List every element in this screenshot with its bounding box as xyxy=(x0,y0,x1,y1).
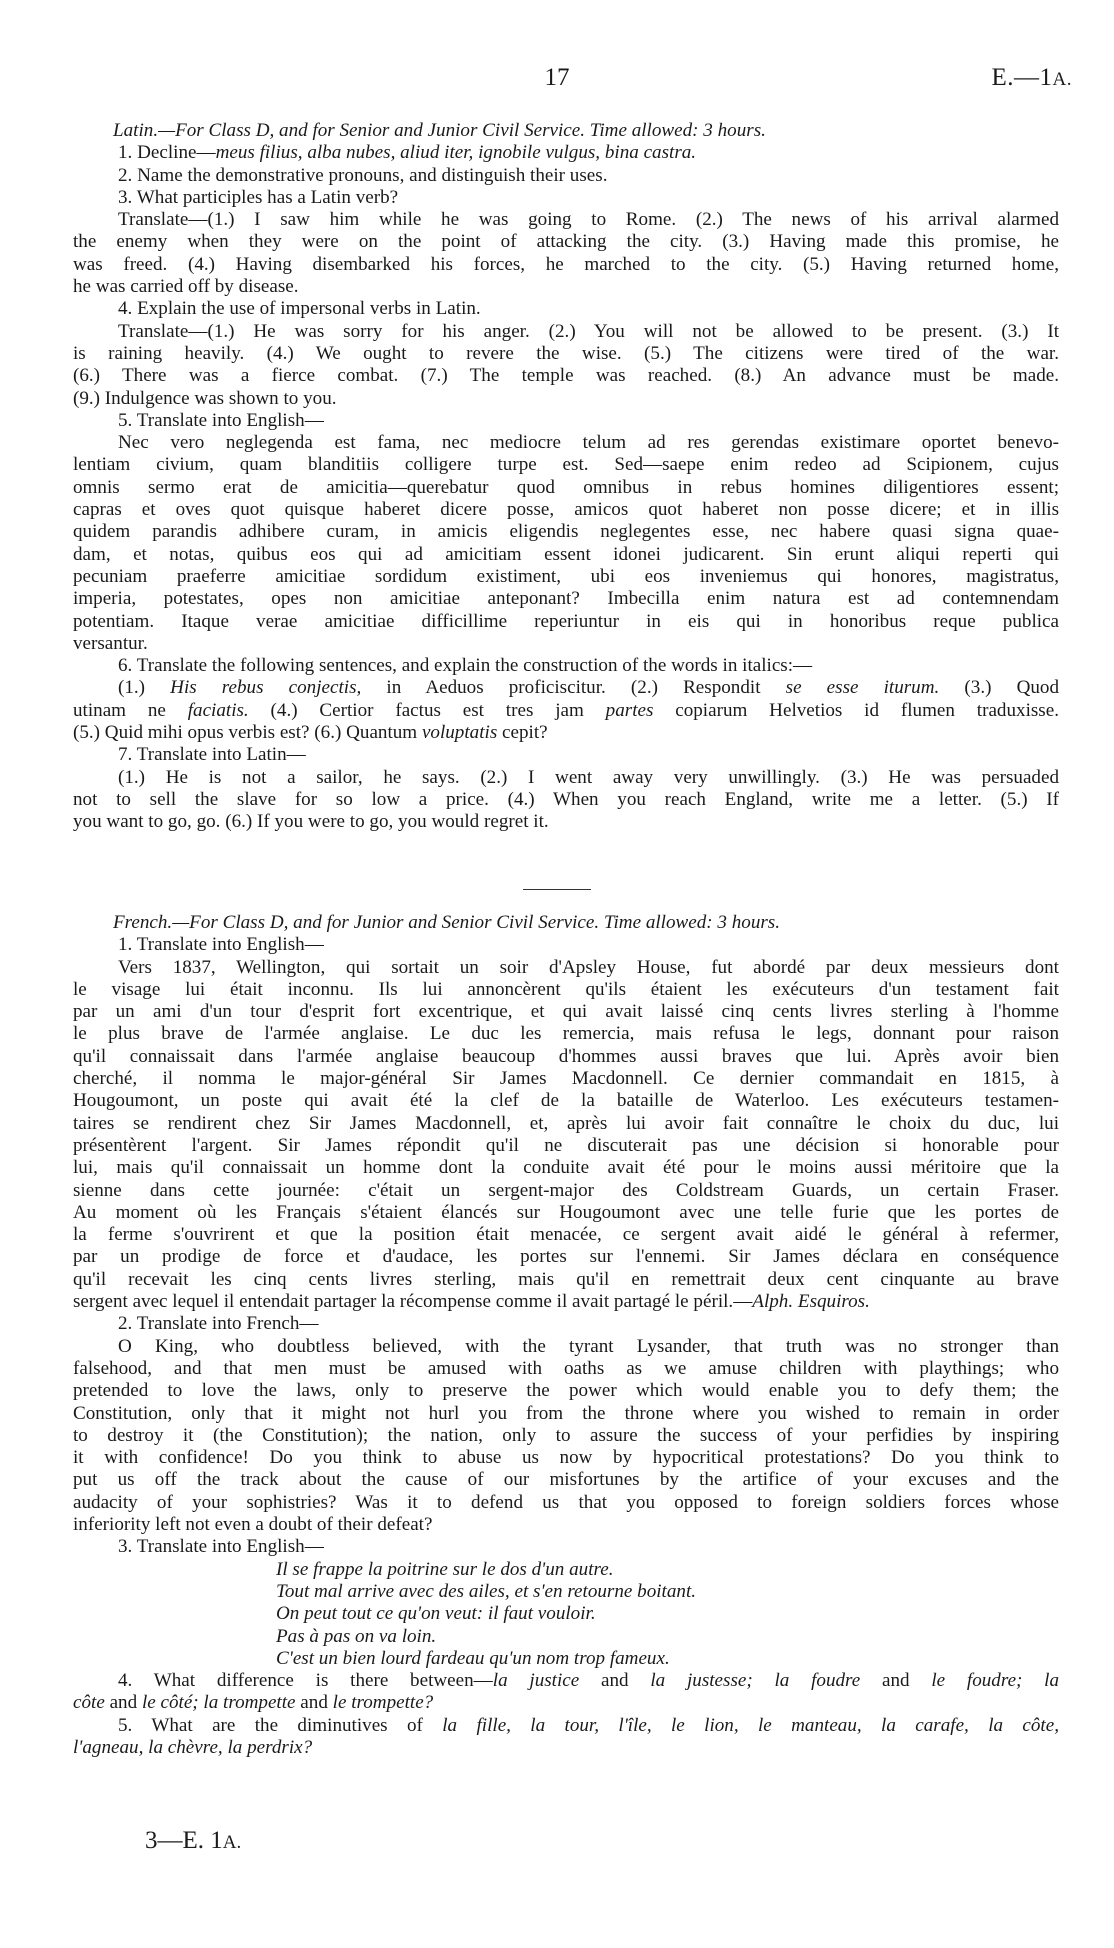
text-line: 4. What difference is there between—la justice and la justesse; la foudre and le foudre; la xyxy=(118,1670,1060,1692)
latin-question-5: 5. Translate into English— xyxy=(118,409,324,431)
text-line: Hougoumont, un poste qui avait été la clef de la bataille de Waterloo. Les exécuteurs testamen- xyxy=(73,1090,1059,1112)
footer-code-suffix: A. xyxy=(222,1832,242,1853)
text-line: Translate—(1.) I saw him while he was going to Rome. (2.) The news of his arrival alarmed xyxy=(118,209,1059,231)
latin-translate-1 xyxy=(73,209,1059,298)
text-line: Constitution, only that it might not hurl you from the throne where you wished to remain in order xyxy=(73,1402,1059,1424)
text-line: falsehood, and that men must be amused with oaths as we amuse children with playthings; who xyxy=(73,1357,1059,1379)
text-line: lentiam civium, quam blanditiis colligere turpe est. Sed—saepe enim redeo ad Scipionem, cujus xyxy=(73,454,1059,476)
french-question-5 xyxy=(73,1715,1059,1760)
text-line: O King, who doubtless believed, with the tyrant Lysander, that truth was no stronger than xyxy=(118,1335,1059,1357)
proverb-line: Tout mal arrive avec des ailes, et s'en retourne boitant. xyxy=(276,1580,697,1602)
latin-translate-3 xyxy=(73,767,1059,834)
page-number: 17 xyxy=(544,64,570,91)
text-line: put us off the track about the cause of our misfortunes by the artifice of your excuses and the xyxy=(73,1469,1059,1491)
section-divider xyxy=(523,889,591,890)
french-question-2: 2. Translate into French— xyxy=(118,1313,319,1335)
text-line: par un prodige de force et d'audace, les portes sur l'ennemi. Sir James déclara en conséquence xyxy=(73,1246,1059,1268)
text-line: le visage lui était inconnu. Ils lui annoncèrent qu'ils étaient les exécuteurs d'un testament fait xyxy=(73,978,1059,1000)
french-passage xyxy=(73,957,1059,1314)
text-line: Vers 1837, Wellington, qui sortait un soir d'Apsley House, fut abordé par deux messieurs dont xyxy=(118,956,1059,978)
latin-question-1 xyxy=(73,142,1059,164)
text-line: cherché, il nomma le major-général Sir James Macdonnell. Ce dernier commandait en 1815, à xyxy=(73,1068,1059,1090)
text-line: utinam ne faciatis. (4.) Certior factus est tres jam partes copiarum Helvetios id flumen traduxisse. xyxy=(73,699,1059,721)
latin-q1-label: 1. Decline— xyxy=(118,142,216,164)
proverb-line: On peut tout ce qu'on veut: il faut vouloir. xyxy=(276,1603,596,1625)
proverb-line: Il se frappe la poitrine sur le dos d'un autre. xyxy=(276,1558,614,1580)
text-line: not to sell the slave for so low a price. (4.) When you reach England, write me a letter. (5.) If xyxy=(73,788,1059,810)
text-line: Translate—(1.) He was sorry for his anger. (2.) You will not be allowed to be present. (3.) It xyxy=(118,320,1059,342)
text-line: omnis sermo erat de amicitia—querebatur quod omnibus in rebus homines diligentiores essent; xyxy=(73,476,1059,498)
text-line: l'agneau, la chèvre, la perdrix? xyxy=(73,1736,313,1758)
text-line: pecuniam praeferre amicitiae sordidum existiment, ubi eos inveniemus qui honores, magistratus, xyxy=(73,565,1059,587)
text-line: it with confidence! Do you think to abuse us now by hypocritical protestations? Do you think to xyxy=(73,1447,1059,1469)
document-code xyxy=(991,64,1072,92)
text-line: imperia, potestates, opes non amicitiae anteponant? Imbecilla enim natura est ad contemnendam xyxy=(73,588,1059,610)
text-line: inferiority left not even a doubt of their defeat? xyxy=(73,1514,433,1536)
text-line: taires se rendirent chez Sir James Macdonnell, et, après lui avoir fait connaître le choix du duc, lui xyxy=(73,1112,1059,1134)
latin-question-2: 2. Name the demonstrative pronouns, and distinguish their uses. xyxy=(118,164,608,186)
proverb-line: Pas à pas on va loin. xyxy=(276,1625,437,1647)
latin-translate-2 xyxy=(73,321,1059,410)
french-question-1: 1. Translate into English— xyxy=(118,934,324,956)
text-line: pretended to love the laws, only to preserve the power which would enable you to defy them; the xyxy=(73,1380,1059,1402)
latin-question-3: 3. What participles has a Latin verb? xyxy=(118,186,399,208)
footer-code-main: 3—E. 1 xyxy=(145,1827,223,1854)
text-line: (6.) There was a fierce combat. (7.) The temple was reached. (8.) An advance must be made. xyxy=(73,365,1059,387)
text-line: you want to go, go. (6.) If you were to go, you would regret it. xyxy=(73,811,549,833)
text-line: présentèrent l'argent. Sir James répondit qu'il ne discuterait pas une décision si honorable pour xyxy=(73,1134,1059,1156)
text-line: Au moment où les Français s'étaient élancés sur Hougoumont avec une telle furie que les portes de xyxy=(73,1201,1059,1223)
text-line: le plus brave de l'armée anglaise. Le duc les remercia, mais refusa le legs, donnant pour raison xyxy=(73,1023,1059,1045)
text-line: is raining heavily. (4.) We ought to revere the wise. (5.) The citizens were tired of the war. xyxy=(73,342,1059,364)
text-line: dam, et notas, quibus eos qui ad amicitiam essent idonei judicarent. Sin erunt aliqui reperti qui xyxy=(73,543,1059,565)
text-line: capras et oves quot quisque haberet dicere posse, amicos quot haberet non posse dicere; et in illis xyxy=(73,499,1059,521)
french-heading: French.—For Class D, and for Junior and Senior Civil Service. Time allowed: 3 hours. xyxy=(113,912,781,933)
latin-heading: Latin.—For Class D, and for Senior and Junior Civil Service. Time allowed: 3 hours. xyxy=(113,120,766,141)
latin-question-4: 4. Explain the use of impersonal verbs in Latin. xyxy=(118,298,481,320)
text-line: qu'il recevait les cinq cents livres sterling, mais qu'il en remettrait deux cent cinquante au brave xyxy=(73,1268,1059,1290)
latin-passage xyxy=(73,432,1059,655)
text-line: (5.) Quid mihi opus verbis est? (6.) Quantum voluptatis cepit? xyxy=(73,722,548,744)
text-line: he was carried off by disease. xyxy=(73,276,299,298)
text-line: côte and le côté; la trompette and le trompette? xyxy=(73,1692,434,1714)
french-question-3: 3. Translate into English— xyxy=(118,1536,324,1558)
text-line: Nec vero neglegenda est fama, nec mediocre telum ad res gerendas existimare oportet benevo- xyxy=(118,432,1059,454)
text-line: the enemy when they were on the point of attacking the city. (3.) Having made this promise, he xyxy=(73,231,1059,253)
document-code-main: E.—1 xyxy=(991,64,1053,91)
text-line: (1.) He is not a sailor, he says. (2.) I went away very unwillingly. (3.) He was persuaded xyxy=(118,766,1059,788)
proverb-line: C'est un bien lourd fardeau qu'un nom trop fameux. xyxy=(276,1647,670,1669)
text-line: la ferme s'ouvrirent et que la position était menacée, ce sergent avait aidé le général à refermer, xyxy=(73,1224,1059,1246)
text-line: versantur. xyxy=(73,632,148,654)
french-question-4 xyxy=(73,1670,1059,1715)
passage-author: Alph. Esquiros. xyxy=(752,1291,870,1313)
french-english-passage xyxy=(73,1336,1059,1537)
text-line: lui, mais qu'il connaissait un homme dont la conduite avait été pour le moins aussi méritoire que la xyxy=(73,1157,1059,1179)
page-footer-code xyxy=(145,1827,241,1855)
text-line: to destroy it (the Constitution); the nation, only to assure the success of your perfidies by inspiring xyxy=(73,1424,1059,1446)
text-line: (9.) Indulgence was shown to you. xyxy=(73,387,337,409)
text-line: potentiam. Itaque verae amicitiae difficillime reperiuntur in eis qui in honoribus reque publica xyxy=(73,610,1059,632)
text-line: audacity of your sophistries? Was it to defend us that you opposed to foreign soldiers forces whose xyxy=(73,1491,1059,1513)
latin-q6-sentences xyxy=(73,677,1059,744)
text-line: qu'il connaissait dans l'armée anglaise beaucoup d'hommes aussi braves que lui. Après avoir bien xyxy=(73,1045,1059,1067)
latin-question-7: 7. Translate into Latin— xyxy=(118,744,306,766)
text-line: sergent avec lequel il entendait partager la récompense comme il avait partagé le péril.—Alph. Esquiros. xyxy=(73,1291,870,1313)
text-line: sienne dans cette journée: c'était un sergent-major des Coldstream Guards, un certain Fraser. xyxy=(73,1179,1059,1201)
document-code-suffix: A. xyxy=(1052,69,1072,90)
text-line: par un ami d'un tour d'esprit fort excentrique, et qui avait laissé cinq cents livres sterling à l'homme xyxy=(73,1001,1059,1023)
text-line: quidem parandis adhibere curam, in amicis eligendis neglegentes esse, nec habere quasi signa quae- xyxy=(73,521,1059,543)
text-line: was freed. (4.) Having disembarked his forces, he marched to the city. (5.) Having returned home, xyxy=(73,253,1059,275)
text-line: 5. What are the diminutives of la fille, la tour, l'île, le lion, le manteau, la carafe, la côte, xyxy=(118,1714,1059,1736)
french-section xyxy=(73,912,1059,1759)
latin-question-6: 6. Translate the following sentences, and explain the construction of the words in italics:— xyxy=(118,655,813,677)
text-line: (1.) His rebus conjectis, in Aeduos proficiscitur. (2.) Respondit se esse iturum. (3.) Quod xyxy=(118,677,1059,699)
latin-section xyxy=(73,120,1059,834)
latin-q1-words: meus filius, alba nubes, aliud iter, ignobile vulgus, bina castra. xyxy=(215,142,697,164)
